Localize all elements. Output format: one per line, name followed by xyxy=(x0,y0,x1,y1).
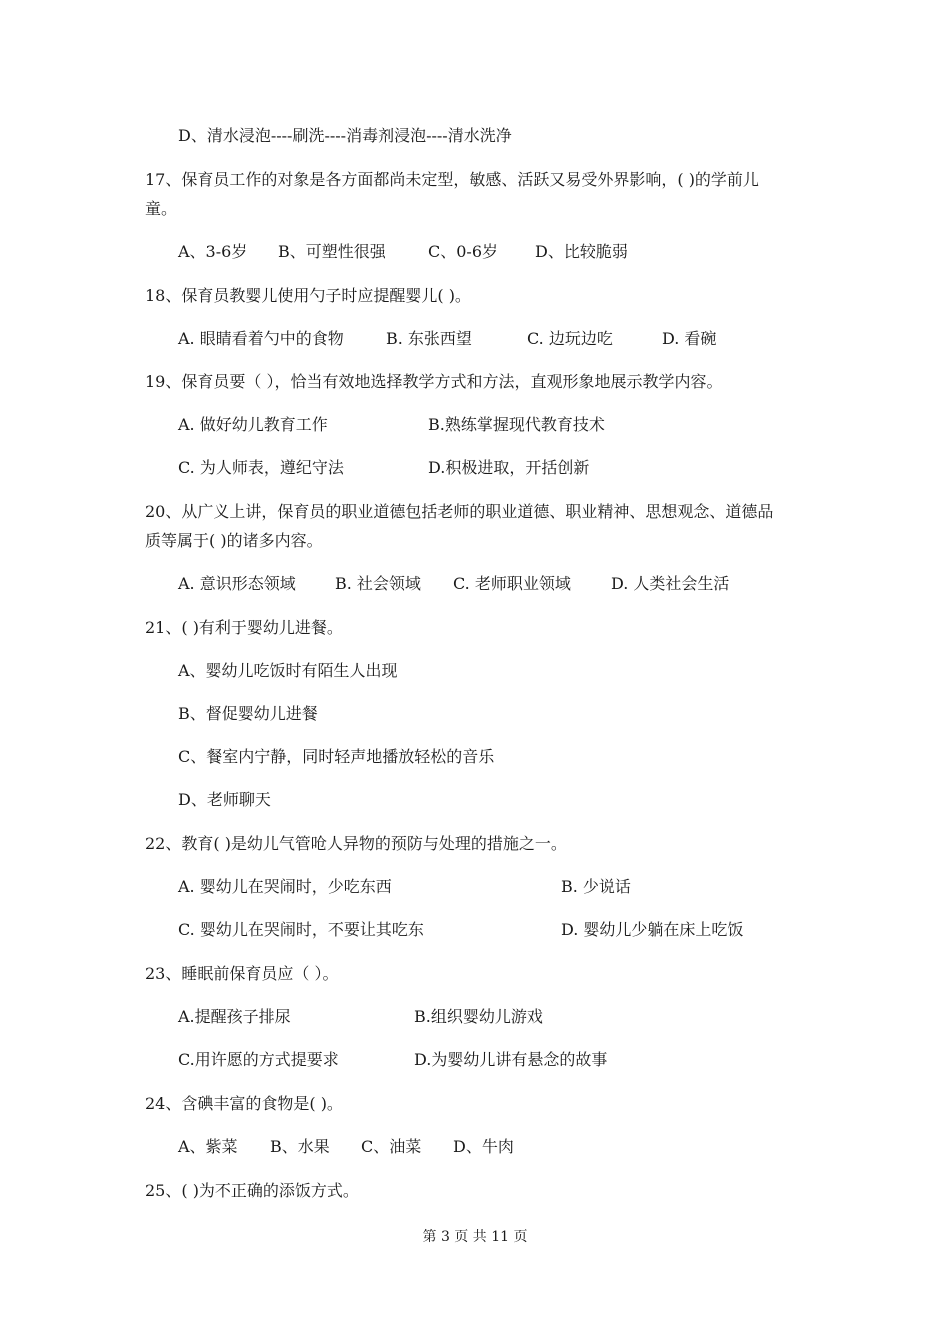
q20-option-b: B. 社会领域 xyxy=(335,574,421,593)
q25-stem: 25、( )为不正确的添饭方式。 xyxy=(145,1181,359,1200)
q20-option-d: D. 人类社会生活 xyxy=(611,574,730,593)
q24-option-d: D、牛肉 xyxy=(453,1137,514,1156)
q21-option-a: A、婴幼儿吃饭时有陌生人出现 xyxy=(178,661,398,680)
q18-option-c: C. 边玩边吃 xyxy=(527,329,613,348)
q24-option-a: A、紫菜 xyxy=(178,1137,238,1156)
q17-option-b: B、可塑性很强 xyxy=(278,242,386,261)
q17-option-a: A、3-6岁 xyxy=(178,242,248,261)
q17-stem-line-2: 童。 xyxy=(145,199,178,218)
q17-stem-line-1: 17、保育员工作的对象是各方面都尚未定型，敏感、活跃又易受外界影响，( )的学前儿 xyxy=(145,170,759,189)
q19-option-d: D.积极进取，开括创新 xyxy=(428,458,590,477)
top-option-line: D、清水浸泡----刷洗----消毒剂浸泡----清水洗净 xyxy=(178,126,512,145)
q24-stem: 24、含碘丰富的食物是( )。 xyxy=(145,1094,343,1113)
q24-option-c: C、油菜 xyxy=(361,1137,422,1156)
q18-option-d: D. 看碗 xyxy=(662,329,717,348)
q23-option-c: C.用许愿的方式提要求 xyxy=(178,1050,339,1069)
q23-option-d: D.为婴幼儿讲有悬念的故事 xyxy=(414,1050,608,1069)
q17-option-d: D、比较脆弱 xyxy=(535,242,628,261)
q17-option-c: C、0-6岁 xyxy=(428,242,499,261)
q18-option-b: B. 东张西望 xyxy=(386,329,472,348)
q22-option-c: C. 婴幼儿在哭闹时，不要让其吃东 xyxy=(178,920,424,939)
q19-option-b: B.熟练掌握现代教育技术 xyxy=(428,415,605,434)
q21-option-c: C、餐室内宁静，同时轻声地播放轻松的音乐 xyxy=(178,747,495,766)
q19-option-c: C. 为人师表，遵纪守法 xyxy=(178,458,344,477)
q20-option-a: A. 意识形态领域 xyxy=(178,574,296,593)
page-footer: 第 3 页 共 11 页 xyxy=(422,1229,528,1245)
q20-stem-line-2: 质等属于( )的诸多内容。 xyxy=(145,531,323,550)
q22-stem: 22、教育( )是幼儿气管呛人异物的预防与处理的措施之一。 xyxy=(145,834,567,853)
q22-option-d: D. 婴幼儿少躺在床上吃饭 xyxy=(561,920,744,939)
q22-option-a: A. 婴幼儿在哭闹时，少吃东西 xyxy=(178,877,392,896)
q19-stem: 19、保育员要（ ），恰当有效地选择教学方式和方法，直观形象地展示教学内容。 xyxy=(145,372,723,391)
q20-option-c: C. 老师职业领域 xyxy=(453,574,571,593)
q23-option-b: B.组织婴幼儿游戏 xyxy=(414,1007,543,1026)
q21-option-b: B、督促婴幼儿进餐 xyxy=(178,704,318,723)
q24-option-b: B、水果 xyxy=(270,1137,330,1156)
q22-option-b: B. 少说话 xyxy=(561,877,631,896)
q21-stem: 21、( )有利于婴幼儿进餐。 xyxy=(145,618,343,637)
q23-option-a: A.提醒孩子排尿 xyxy=(178,1007,291,1026)
q18-stem: 18、保育员教婴儿使用勺子时应提醒婴儿( )。 xyxy=(145,286,471,305)
q21-option-d: D、老师聊天 xyxy=(178,790,271,809)
q20-stem-line-1: 20、从广义上讲，保育员的职业道德包括老师的职业道德、职业精神、思想观念、道德品 xyxy=(145,502,774,521)
q19-option-a: A. 做好幼儿教育工作 xyxy=(178,415,328,434)
q18-option-a: A. 眼睛看着勺中的食物 xyxy=(178,329,344,348)
q23-stem: 23、睡眠前保育员应（ ）。 xyxy=(145,964,339,983)
